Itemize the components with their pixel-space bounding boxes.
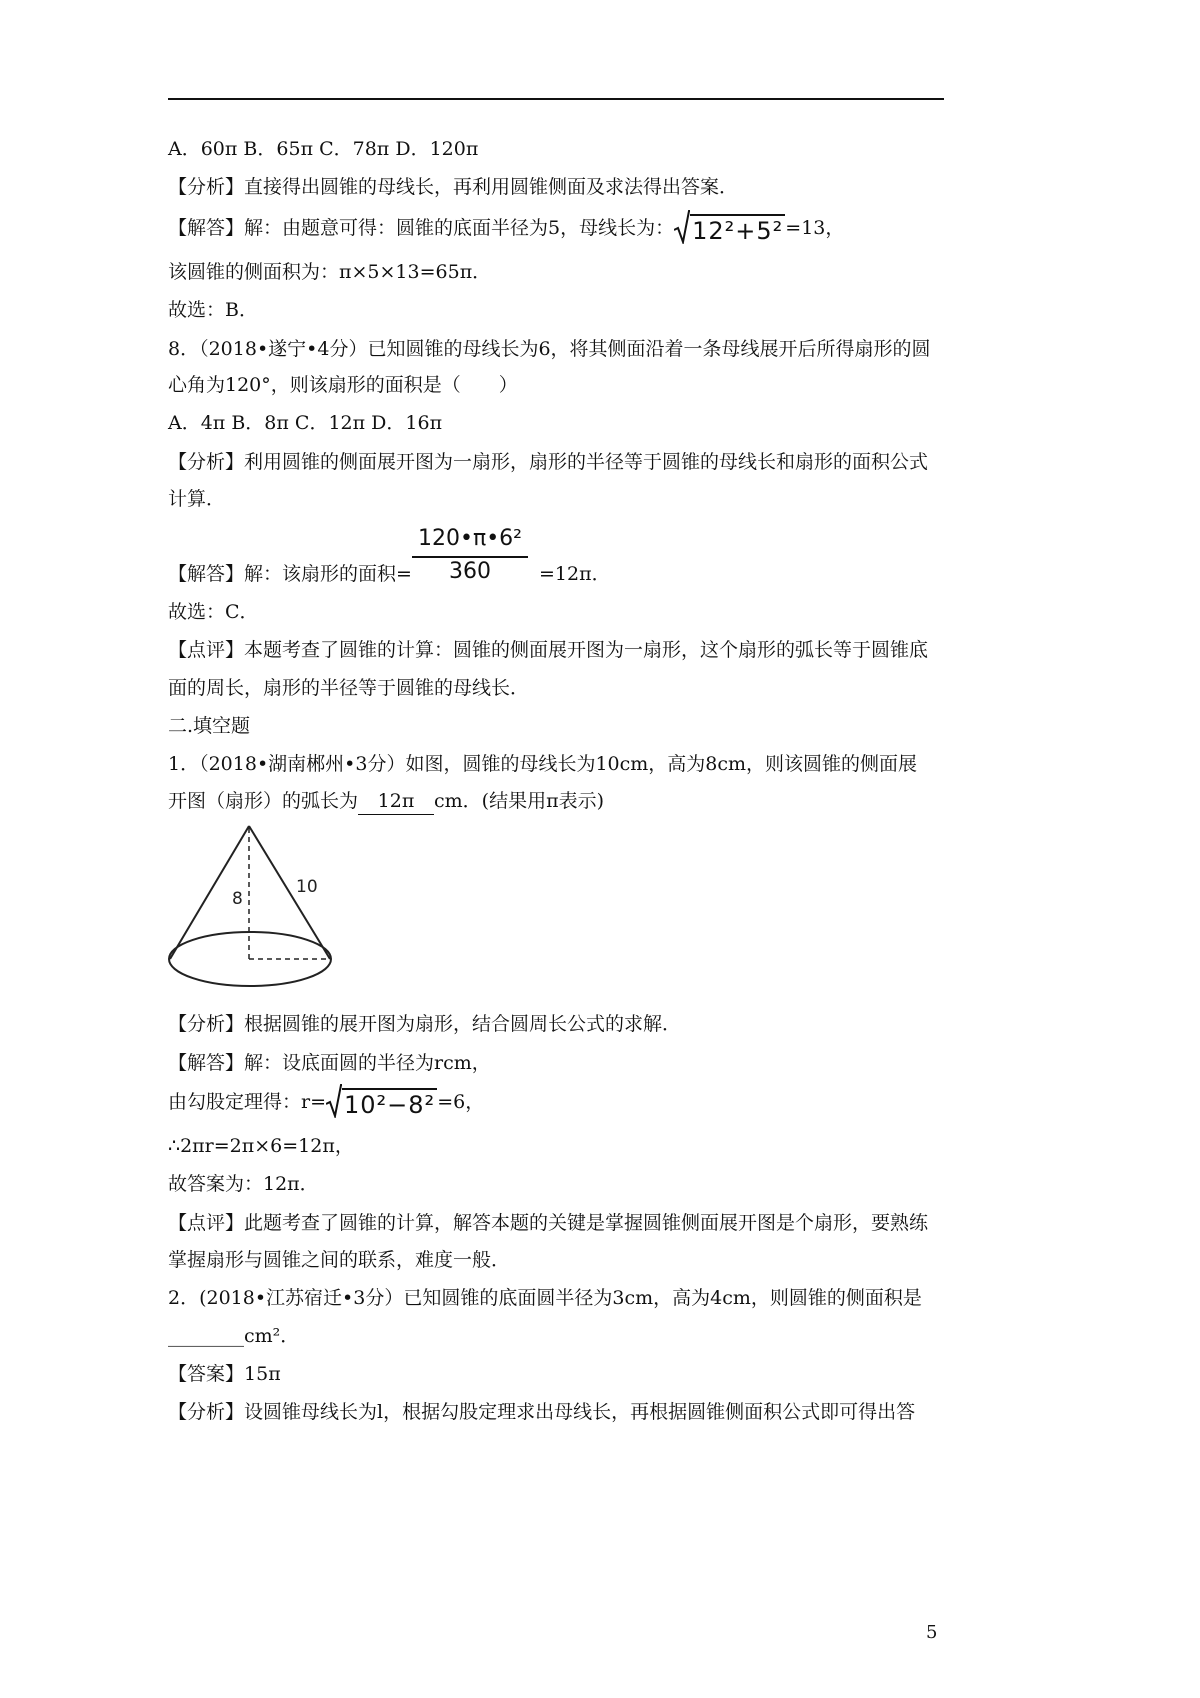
question-fill-1: 1．（2018•湖南郴州•3分）如图，圆锥的母线长为10cm，高为8cm，则该圆锥的侧面展 — [168, 753, 918, 775]
analysis-fill-1 — [168, 1011, 681, 1037]
solution-text: 解：设底面圆的半径为rcm， — [244, 1052, 491, 1074]
comment-text: 本题考查了圆锥的计算：圆锥的侧面展开图为一扇形，这个扇形的弧长等于圆锥底 — [244, 639, 929, 661]
fraction-bar — [412, 556, 528, 558]
answer-q7: 故选：B． — [168, 299, 258, 321]
tag: 【解答】 — [168, 563, 245, 585]
analysis-text: 设圆锥母线长为l，根据勾股定理求出母线长，再根据圆锥侧面积公式即可得出答 — [244, 1401, 916, 1423]
fraction — [412, 526, 528, 590]
comment-q8 — [168, 637, 928, 663]
solution-q8 — [168, 561, 412, 587]
radicand: 10²−8² — [342, 1088, 437, 1118]
solution-text: 解：由题意可得：圆锥的底面半径为5，母线长为： — [244, 217, 675, 239]
unit-text: cm²． — [244, 1325, 300, 1347]
comment-q8-cont: 面的周长，扇形的半径等于圆锥的母线长． — [168, 677, 530, 699]
question-text: 开图（扇形）的弧长为 — [168, 790, 359, 812]
answer-q8: 故选：C． — [168, 601, 259, 623]
answer-text: 15π — [244, 1363, 281, 1385]
question-8: 8．（2018•遂宁•4分）已知圆锥的母线长为6，将其侧面沿着一条母线展开后所得扇形的圆 — [168, 338, 931, 360]
analysis-text: 直接得出圆锥的母线长，再利用圆锥侧面及求法得出答案． — [244, 176, 739, 198]
analysis-q8 — [168, 449, 928, 475]
analysis-text: 利用圆锥的侧面展开图为一扇形，扇形的半径等于圆锥的母线长和扇形的面积公式 — [244, 451, 929, 473]
analysis-fill-2 — [168, 1399, 915, 1425]
question-fill-1-cont — [168, 788, 604, 815]
radicand: 12²+5² — [690, 214, 785, 244]
slant-label: 10 — [296, 877, 318, 897]
page-number: 5 — [926, 1622, 938, 1643]
options-q7: A．60π B．65π C．78π D．120π — [168, 138, 479, 160]
tag: 【答案】 — [168, 1363, 245, 1385]
question-fill-2-cont — [168, 1323, 299, 1349]
tag: 【解答】 — [168, 1052, 245, 1074]
radical-sign — [326, 1084, 342, 1118]
solution-fill-1-sqrt — [168, 1088, 484, 1118]
denominator: 360 — [449, 559, 491, 584]
cone-figure — [160, 820, 340, 1002]
tag: 【分析】 — [168, 176, 245, 198]
radical-sign — [674, 210, 690, 244]
sqrt-expression — [326, 1088, 437, 1118]
solution-fill-1 — [168, 1050, 491, 1076]
options-q8: A．4π B．8π C．12π D．16π — [168, 412, 443, 434]
header-rule — [168, 98, 944, 100]
analysis-text: 根据圆锥的展开图为扇形，结合圆周长公式的求解． — [244, 1013, 682, 1035]
solution-fill-1-step: ∴2πr=2π×6=12π， — [168, 1135, 354, 1157]
tag: 【分析】 — [168, 1013, 245, 1035]
comment-fill-1 — [168, 1210, 928, 1236]
analysis-q7 — [168, 174, 738, 200]
question-text-end: cm．(结果用π表示) — [434, 790, 604, 812]
solution-q7 — [168, 214, 844, 244]
analysis-q8-cont: 计算． — [168, 488, 226, 510]
answer-blank: ________ — [168, 1325, 244, 1347]
solution-result: =6， — [437, 1091, 485, 1113]
solution-q8-result: =12π． — [539, 563, 611, 585]
solution-result: =13， — [785, 217, 845, 239]
solution-line-q7: 该圆锥的侧面积为：π×5×13=65π． — [168, 261, 492, 283]
solution-text: 由勾股定理得：r= — [168, 1091, 327, 1113]
sqrt-expression — [674, 214, 785, 244]
cone-right-edge — [249, 826, 330, 959]
answer-fill-1: 故答案为：12π． — [168, 1173, 319, 1195]
tag: 【点评】 — [168, 1212, 245, 1234]
tag: 【分析】 — [168, 1401, 245, 1423]
answer-blank: 12π — [358, 788, 434, 815]
height-label: 8 — [232, 889, 243, 909]
comment-text: 此题考查了圆锥的计算，解答本题的关键是掌握圆锥侧面展开图是个扇形，要熟练 — [244, 1212, 929, 1234]
solution-text: 解：该扇形的面积= — [244, 563, 412, 585]
question-8-cont: 心角为120°，则该扇形的面积是（ ） — [168, 374, 518, 396]
answer-fill-2 — [168, 1361, 281, 1387]
tag: 【解答】 — [168, 217, 245, 239]
numerator: 120•π•6² — [417, 526, 522, 551]
section-heading: 二.填空题 — [168, 715, 251, 737]
question-fill-2: 2．(2018•江苏宿迁•3分）已知圆锥的底面圆半径为3cm，高为4cm，则圆锥的侧面积是 — [168, 1287, 922, 1309]
comment-fill-1-cont: 掌握扇形与圆锥之间的联系，难度一般． — [168, 1249, 511, 1271]
tag: 【分析】 — [168, 451, 245, 473]
tag: 【点评】 — [168, 639, 245, 661]
